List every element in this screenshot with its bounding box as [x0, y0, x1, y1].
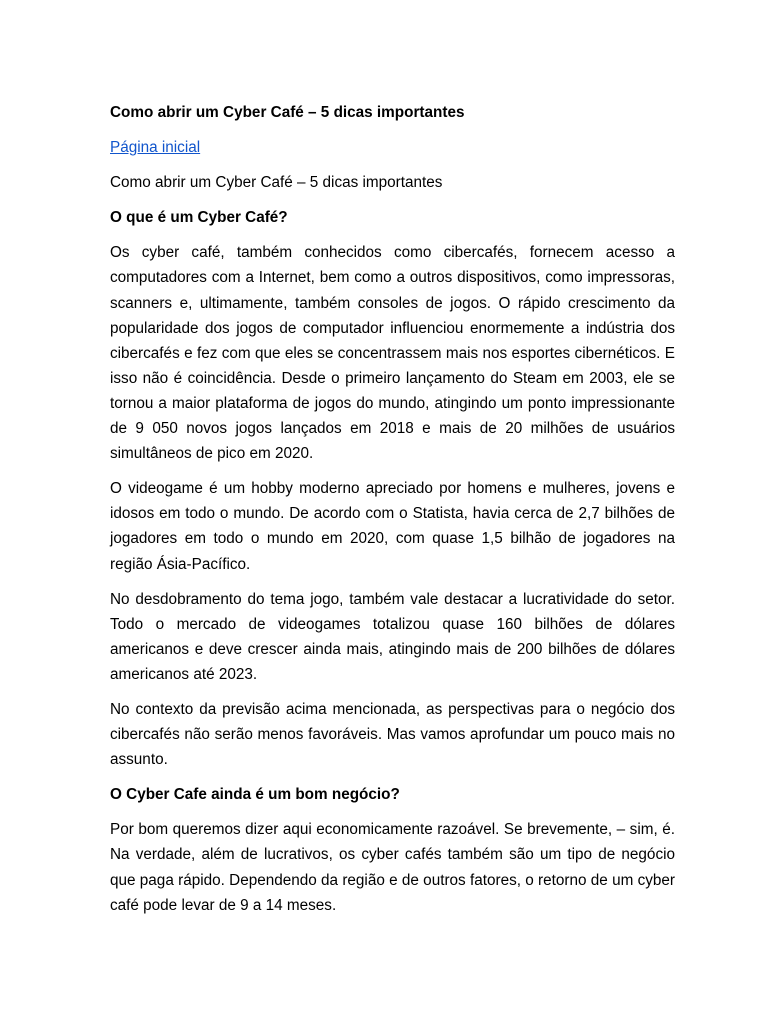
paragraph: Por bom queremos dizer aqui economicamente razoável. Se brevemente, – sim, é. Na verdade, além de lucrativos, os cyber cafés também são um tipo de negócio que paga rápido. Dependendo da região e de outros fatores, o retorno de um cyber café pode levar de 9 a 14 meses.: [110, 821, 675, 914]
document-title: Como abrir um Cyber Café – 5 dicas importantes: [110, 104, 465, 121]
paragraph: O videogame é um hobby moderno apreciado por homens e mulheres, jovens e idosos em todo o mundo. De acordo com o Statista, havia cerca de 2,7 bilhões de jogadores em todo o mundo em 2020, com quase 1,5 bilhão de jogadores na região Ásia-Pacífico.: [110, 480, 675, 573]
section-heading-good-business: O Cyber Cafe ainda é um bom negócio?: [110, 786, 400, 804]
paragraph: Os cyber café, também conhecidos como cibercafés, fornecem acesso a computadores com a Internet, bem como a outros dispositivos, como impressoras, scanners e, ultimamente, também consoles de jogos. O rápido crescimento da popularidade dos jogos de computador influenciou enormemente a indústria dos cibercafés e fez com que eles se concentrassem mais nos esportes cibernéticos. E isso não é coincidência. Desde o primeiro lançamento do Steam em 2003, ele se tornou a maior plataforma de jogos do mundo, atingindo um ponto impressionante de 9 050 novos jogos lançados em 2018 e mais de 20 milhões de usuários simultâneos de pico em 2020.: [110, 244, 675, 463]
home-link[interactable]: Página inicial: [110, 139, 201, 157]
document-subtitle: Como abrir um Cyber Café – 5 dicas importantes: [110, 174, 443, 192]
document-page: [110, 100, 675, 928]
home-link-paragraph: [110, 135, 675, 160]
section-heading-what-is: O que é um Cyber Café?: [110, 209, 288, 227]
paragraph: No contexto da previsão acima mencionada, as perspectivas para o negócio dos cibercafés não serão menos favoráveis. Mas vamos aprofundar um pouco mais no assunto.: [110, 700, 675, 769]
paragraph: No desdobramento do tema jogo, também vale destacar a lucratividade do setor. Todo o mercado de videogames totalizou quase 160 bilhões de dólares americanos e deve crescer ainda mais, atingindo mais de 200 bilhões de dólares americanos até 2023.: [110, 590, 675, 683]
